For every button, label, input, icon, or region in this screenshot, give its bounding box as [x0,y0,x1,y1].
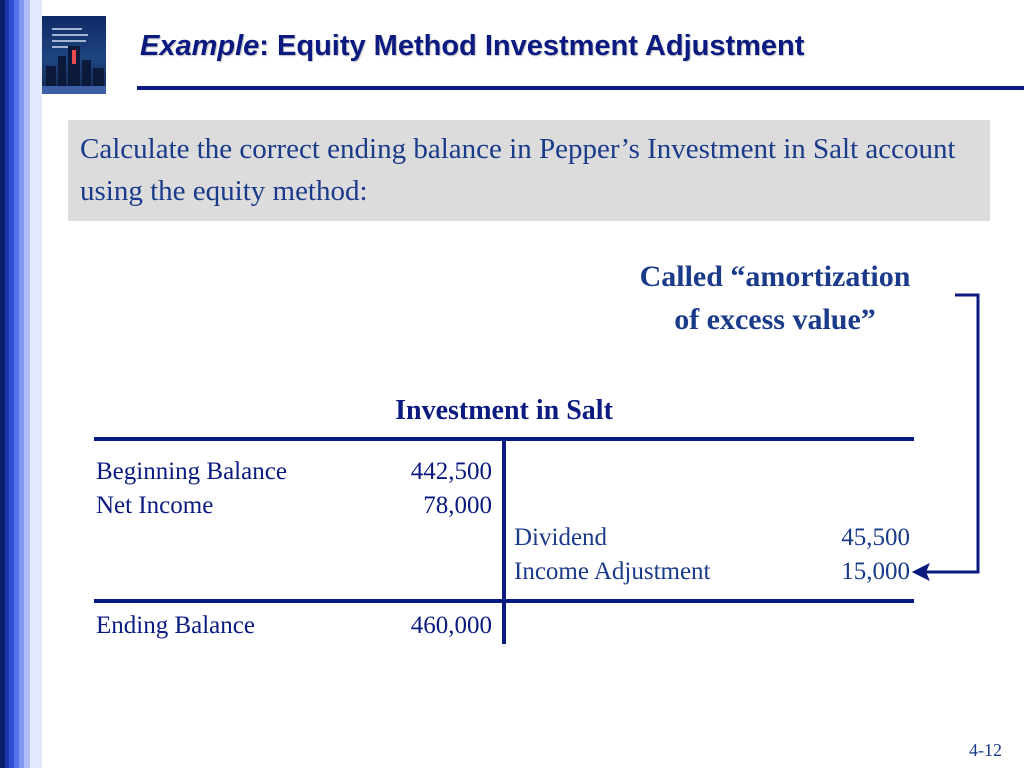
slide-title-italic: Example [140,30,260,62]
arrow-left-icon [914,565,928,579]
title-underline [137,86,1024,90]
callout-line-1: Called “amortization [639,260,911,293]
debit-amount-net-income: 78,000 [423,492,492,519]
credit-label-dividend: Dividend [514,524,608,551]
credit-amount-dividend: 45,500 [841,524,910,551]
t-account-divider [502,437,506,644]
ending-balance-label: Ending Balance [96,612,255,639]
credit-label-income-adjustment: Income Adjustment [514,558,711,585]
callout-line-2: of excess value” [674,303,876,336]
instruction-box [68,120,990,221]
debit-amount-beginning-balance: 442,500 [410,458,492,485]
slide-title-rest: : Equity Method Investment Adjustment [259,30,805,62]
slide-title [140,30,804,63]
slide-number: 4-12 [969,740,1002,760]
debit-label-beginning-balance: Beginning Balance [96,458,287,485]
textbook-cover-thumbnail [42,16,106,94]
debit-label-net-income: Net Income [96,492,214,519]
t-account-total-rule [94,599,914,603]
credit-amount-income-adjustment: 15,000 [841,558,910,585]
left-decorative-stripes [0,0,42,768]
instruction-text: Calculate the correct ending balance in Pepper’s Investment in Salt account using the equity method: [80,133,956,207]
ending-balance-amount: 460,000 [410,612,492,639]
t-account-title: Investment in Salt [395,395,613,426]
callout-note [600,255,950,341]
